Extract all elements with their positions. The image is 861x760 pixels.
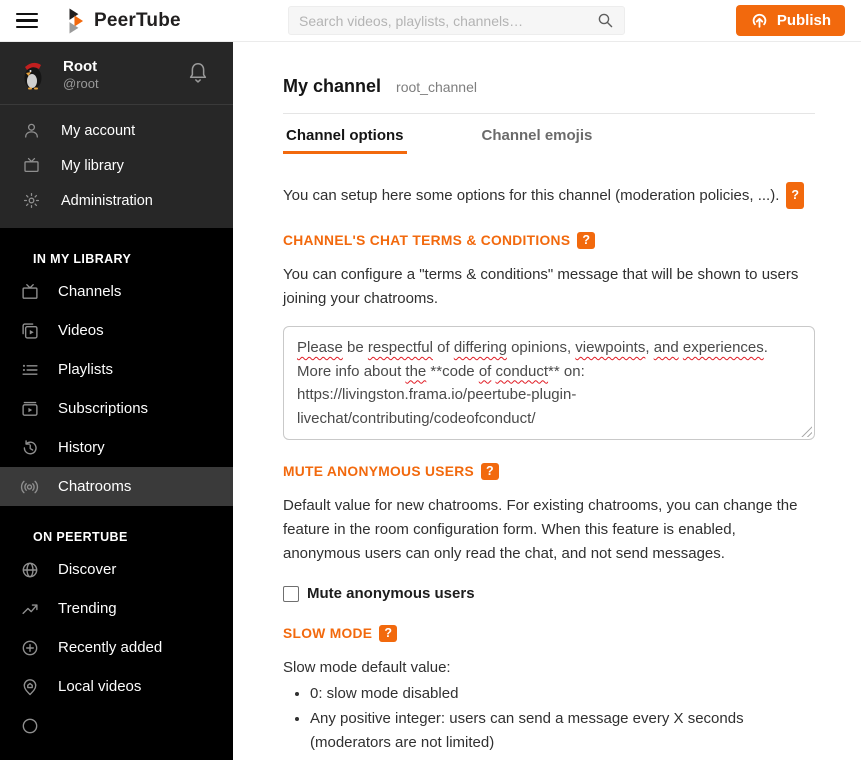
sidebar-item-label: My library <box>61 157 124 174</box>
trending-icon <box>20 600 39 618</box>
search-box[interactable] <box>288 6 625 35</box>
avatar[interactable] <box>16 57 50 91</box>
mute-description: Default value for new chatrooms. For existing chatrooms, you can change the feature in the room configuration form. When this feature is enabled, anonymous users can only read the chat, and not send messages. <box>283 497 798 562</box>
history-icon <box>20 439 39 457</box>
sidebar-item-discover[interactable] <box>0 550 233 589</box>
slow-mode-label: Slow mode default value: <box>283 659 451 676</box>
broadcast-icon <box>20 478 39 496</box>
peertube-logo[interactable] <box>66 8 181 34</box>
more-icon <box>20 717 39 735</box>
gear-icon <box>23 192 40 209</box>
page-title: My channel <box>283 76 382 96</box>
globe-icon <box>20 561 39 579</box>
resize-handle[interactable] <box>801 426 812 437</box>
page-subtitle: root_channel <box>396 79 477 95</box>
home-pin-icon <box>20 678 39 696</box>
sidebar-item-label: Discover <box>58 561 117 578</box>
user-icon <box>23 122 40 139</box>
sidebar-item-more[interactable] <box>0 706 233 745</box>
sidebar-item-label: History <box>58 439 105 456</box>
help-icon[interactable]: ? <box>786 182 804 209</box>
peertube-logo-icon <box>66 8 86 34</box>
help-icon[interactable]: ? <box>481 463 499 480</box>
mute-anonymous-checkbox[interactable] <box>283 586 299 602</box>
divider <box>283 113 815 114</box>
sidebar-item-my-account[interactable] <box>0 113 233 148</box>
sidebar-item-videos[interactable] <box>0 311 233 350</box>
sidebar <box>0 42 233 760</box>
sidebar-item-label: Videos <box>58 322 104 339</box>
terms-textarea[interactable]: Please be respectful of differing opinions, viewpoints, and experiences. More info about the **code of conduct** on: https://livingston.frama.io/peertube-plugin-livechat/contributing/codeofconduct/ <box>283 326 815 440</box>
sidebar-item-administration[interactable] <box>0 183 233 218</box>
help-icon[interactable]: ? <box>379 625 397 642</box>
sidebar-item-trending[interactable] <box>0 589 233 628</box>
sidebar-item-local-videos[interactable] <box>0 667 233 706</box>
sidebar-item-label: Channels <box>58 283 122 300</box>
slow-mode-list <box>283 682 815 755</box>
sidebar-item-chatrooms[interactable] <box>0 467 233 506</box>
sidebar-item-label: Administration <box>61 192 153 209</box>
main-content <box>233 42 861 760</box>
sidebar-item-label: Recently added <box>58 639 163 656</box>
videos-icon <box>20 322 39 340</box>
brand-name: PeerTube <box>94 9 181 31</box>
sidebar-item-subscriptions[interactable] <box>0 389 233 428</box>
sidebar-item-recently-added[interactable] <box>0 628 233 667</box>
sidebar-item-history[interactable] <box>0 428 233 467</box>
upload-icon <box>750 11 769 30</box>
sidebar-item-label: Playlists <box>58 361 114 378</box>
terms-description: You can configure a "terms & conditions" message that will be shown to users joining your chatrooms. <box>283 266 799 307</box>
publish-button[interactable] <box>736 5 845 36</box>
menu-toggle-icon[interactable] <box>16 9 38 33</box>
tabs <box>283 127 815 154</box>
sidebar-item-label: Trending <box>58 600 117 617</box>
user-handle: @root <box>63 75 99 91</box>
search-icon[interactable] <box>597 12 614 29</box>
playlist-icon <box>20 361 39 379</box>
mute-anonymous-label[interactable]: Mute anonymous users <box>307 585 475 602</box>
topbar <box>0 0 861 42</box>
sidebar-item-playlists[interactable] <box>0 350 233 389</box>
user-name: Root <box>63 57 98 75</box>
sidebar-item-label: My account <box>61 122 136 139</box>
notifications-bell-icon[interactable] <box>187 61 209 87</box>
sidebar-item-label: Local videos <box>58 678 142 695</box>
user-row[interactable] <box>0 42 233 105</box>
section-title-on-peertube: ON PEERTUBE <box>33 530 128 544</box>
mute-heading: MUTE ANONYMOUS USERS <box>283 464 474 479</box>
tv-icon <box>20 283 39 301</box>
tab-channel-emojis[interactable]: Channel emojis <box>481 127 593 144</box>
slow-mode-heading: SLOW MODE <box>283 626 373 641</box>
section-title-in-my-library: IN MY LIBRARY <box>33 252 132 266</box>
list-item: • Any positive integer: users can send a message every X seconds (moderators are not limited) <box>310 707 780 755</box>
publish-label: Publish <box>776 12 831 29</box>
search-input[interactable] <box>299 13 597 29</box>
intro-text: You can setup here some options for this channel (moderation policies, ...). <box>283 187 780 204</box>
tab-channel-options[interactable]: Channel options <box>283 127 407 154</box>
list-item: • 0: slow mode disabled <box>310 682 780 706</box>
subscriptions-icon <box>20 400 39 418</box>
terms-heading: CHANNEL'S CHAT TERMS & CONDITIONS <box>283 233 571 248</box>
sidebar-item-label: Chatrooms <box>58 478 132 495</box>
plus-circle-icon <box>20 639 39 657</box>
sidebar-item-label: Subscriptions <box>58 400 149 417</box>
sidebar-item-my-library[interactable] <box>0 148 233 183</box>
sidebar-item-channels[interactable] <box>0 272 233 311</box>
help-icon[interactable]: ? <box>577 232 595 249</box>
tv-icon <box>23 157 40 174</box>
